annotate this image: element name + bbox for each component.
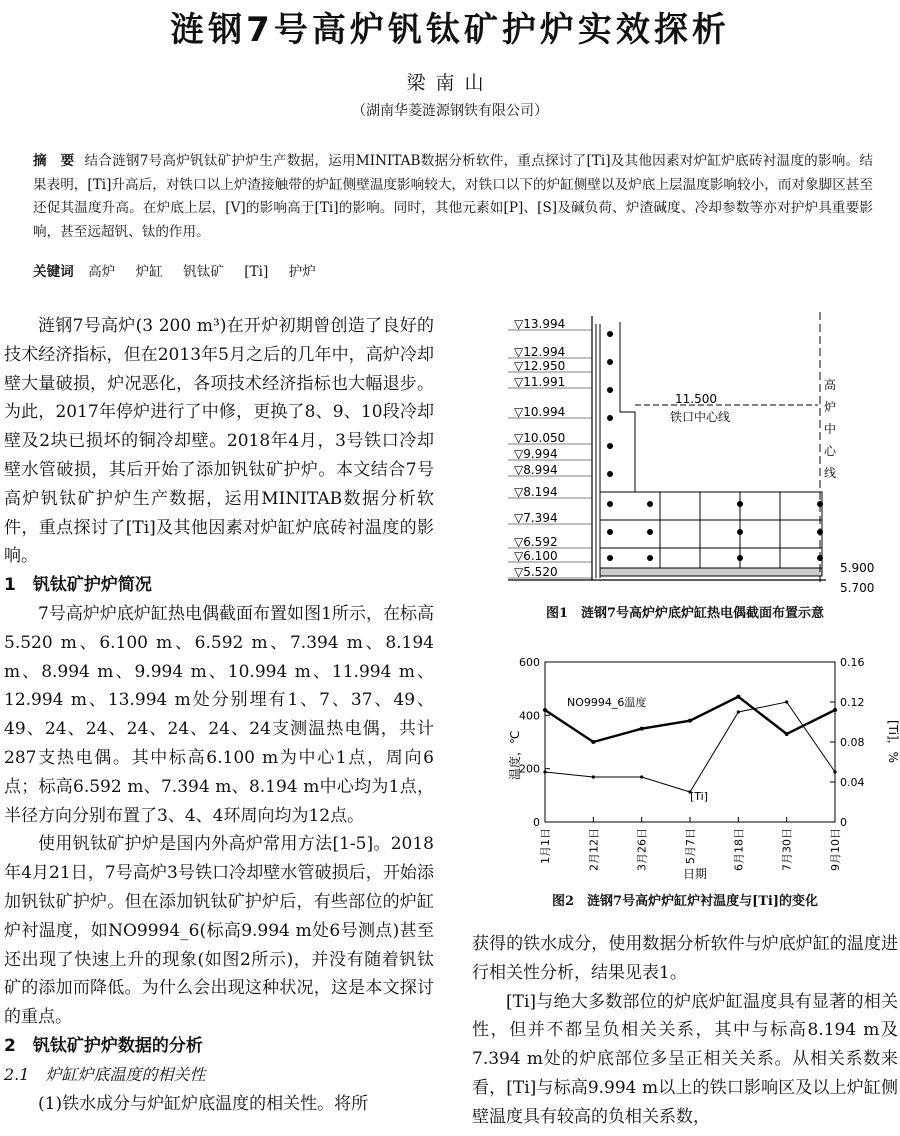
x-tick: 9月10日 <box>829 828 842 871</box>
x-tick: 5月7日 <box>684 828 697 864</box>
paragraph: 使用钒钛矿护炉是国内外高炉常用方法[1-5]。2018年4月21日，7号高炉3号铁口冷却壁水管破损后，开始添加钒钛矿护炉。但在添加钒钛矿护炉后，有些部位的炉缸炉衬温度，如NO9994_6(标高9.994 m处6号测点)甚至还出现了快速上升的现象(如图2所示)，并没有随着钒钛矿的添加而降低。为什么会出现这种状况，这是本文探讨的重点。 <box>4 834 434 1028</box>
level-label: ▽8.194 <box>514 485 558 499</box>
keywords <box>33 260 873 280</box>
y-right-tick: 0.08 <box>840 736 865 749</box>
paragraph: [Ti]与绝大多数部位的炉底炉缸温度具有显著的相关性，但并不都呈负相关关系，其中与标高8.194 m及7.394 m处的炉底部位多呈正相关关系。从相关系数来看，[Ti]与标高9.994 m以上的铁口影响区及以上炉缸侧壁温度具有较高的负相关系数， <box>472 991 898 1127</box>
figure1-diagram <box>500 312 880 594</box>
series-temp-label: NO9994_6温度 <box>567 696 647 709</box>
taphole-label: 铁口中心线 <box>670 410 731 424</box>
x-tick: 7月30日 <box>780 828 794 871</box>
y-left-tick: 200 <box>519 762 540 776</box>
keywords-label: 关键词 <box>33 264 74 280</box>
subsection-heading: 2.1 炉缸炉底温度的相关性 <box>4 1064 206 1084</box>
abstract-text: 结合涟钢7号高炉钒钛矿护炉生产数据，运用MINITAB数据分析软件，重点探讨了[Ti]及其他因素对炉缸炉底砖衬温度的影响。结果表明，[Ti]升高后，对铁口以上炉渣接触带的炉缸侧壁温度影响较大，对铁口以下的炉缸侧壁以及炉底上层温度影响较小，而对象脚区甚至还促其温度升高。在炉底上层，[V]的影响高于[Ti]的影响。同时，其他元素如[P]、[S]及碱负荷、炉渣碱度、冷却参数等亦对护炉具重要影响，甚至远超钒、钛的作用。 <box>33 153 873 240</box>
keyword: 护炉 <box>288 264 316 280</box>
level-label: ▽9.994 <box>514 447 558 461</box>
series-ti-line <box>545 702 835 792</box>
figure2-chart <box>505 650 900 880</box>
y-right-tick: 0.12 <box>840 696 865 709</box>
keyword: 高炉 <box>88 264 116 280</box>
level-label: ▽6.592 <box>514 535 558 549</box>
y-right-label: [Ti]，% <box>886 720 900 764</box>
level-label: ▽11.991 <box>514 375 566 389</box>
left-column <box>4 312 434 1118</box>
x-tick: 2月12日 <box>587 828 601 871</box>
level-label: ▽7.394 <box>514 511 558 525</box>
y-right-tick: 0 <box>840 816 847 829</box>
paragraph: 涟钢7号高炉(3 200 m³)在开炉初期曾创造了良好的技术经济指标，但在2013年5月之后的几年中，高炉冷却壁大量破损，炉况恶化，各项技术经济指标也大幅退步。为此，2017年停炉进行了中修，更换了8、9、10段冷却壁及2块已损坏的铜冷却壁。2018年4月，3号铁口冷却壁水管破损，其后开始了添加钒钛矿护炉。本文结合7号高炉钒钛矿护炉生产数据，运用MINITAB数据分析软件，重点探讨了[Ti]及其他因素对炉缸炉底砖衬温度的影响。 <box>4 316 434 567</box>
y-left-tick: 400 <box>519 709 540 723</box>
y-left-label: 温度，℃ <box>508 730 522 780</box>
x-tick: 1月1日 <box>539 828 552 864</box>
section-heading: 1 钒钛矿护炉简况 <box>4 575 152 596</box>
level-label: ▽12.950 <box>514 359 566 373</box>
x-tick: 6月18日 <box>732 828 746 871</box>
taphole-level: 11.500 <box>675 392 717 406</box>
abstract-label: 摘 要 <box>33 153 75 169</box>
level-label: ▽12.994 <box>514 345 566 359</box>
right-level: 5.700 <box>840 581 875 594</box>
y-right-tick: 0.04 <box>840 776 865 789</box>
y-left-tick: 600 <box>519 656 540 669</box>
section-heading: 2 钒钛矿护炉数据的分析 <box>4 1035 203 1056</box>
y-left-tick: 0 <box>533 816 540 829</box>
level-label: ▽10.050 <box>514 431 566 445</box>
x-axis-label: 日期 <box>683 867 708 880</box>
keyword: [Ti] <box>244 264 269 280</box>
series-ti-label: [Ti] <box>690 790 709 803</box>
abstract <box>33 150 873 244</box>
level-label: ▽13.994 <box>514 317 566 331</box>
right-level: 5.900 <box>840 561 875 575</box>
figure1-caption: 图1 涟钢7号高炉炉底炉缸热电偶截面布置示意 <box>545 606 825 621</box>
paragraph: 获得的铁水成分，使用数据分析软件与炉底炉缸的温度进行相关性分析，结果见表1。 <box>472 934 898 983</box>
keyword: 炉缸 <box>135 264 163 280</box>
paragraph: (1)铁水成分与炉缸炉底温度的相关性。将所 <box>38 1093 369 1114</box>
paragraph: 7号高炉炉底炉缸热电偶截面布置如图1所示，在标高5.520 m、6.100 m、6.592 m、7.394 m、8.194 m、8.994 m、9.994 m、10.994 m、11.994 m、12.994 m、13.994 m处分别埋有1、7、37、49、49、24、24、24、24、24、24支测温热电偶，共计287支热电偶。其中标高6.100 m为中心1点，周向6点；标高6.592 m、7.394 m、8.194 m中心均为1点，半径方向分别布置了3、4、4环周向均为12点。 <box>4 603 434 826</box>
level-label: ▽8.994 <box>514 463 558 477</box>
x-tick: 3月26日 <box>635 828 649 871</box>
paper-title: 涟钢7号高炉钒钛矿护炉实效探析 <box>170 10 730 50</box>
figure2-caption: 图2 涟钢7号高炉炉缸炉衬温度与[Ti]的变化 <box>551 894 818 909</box>
affiliation: （湖南华菱涟源钢铁有限公司） <box>352 103 548 119</box>
right-column <box>472 930 898 1132</box>
level-label: ▽5.520 <box>514 565 558 579</box>
centerline-label: 高炉中心线 <box>824 378 837 480</box>
author: 梁南山 <box>406 72 494 94</box>
level-label: ▽10.994 <box>514 405 566 419</box>
level-label: ▽6.100 <box>514 549 558 563</box>
y-right-tick: 0.16 <box>840 656 865 669</box>
keyword: 钒钛矿 <box>183 264 224 280</box>
